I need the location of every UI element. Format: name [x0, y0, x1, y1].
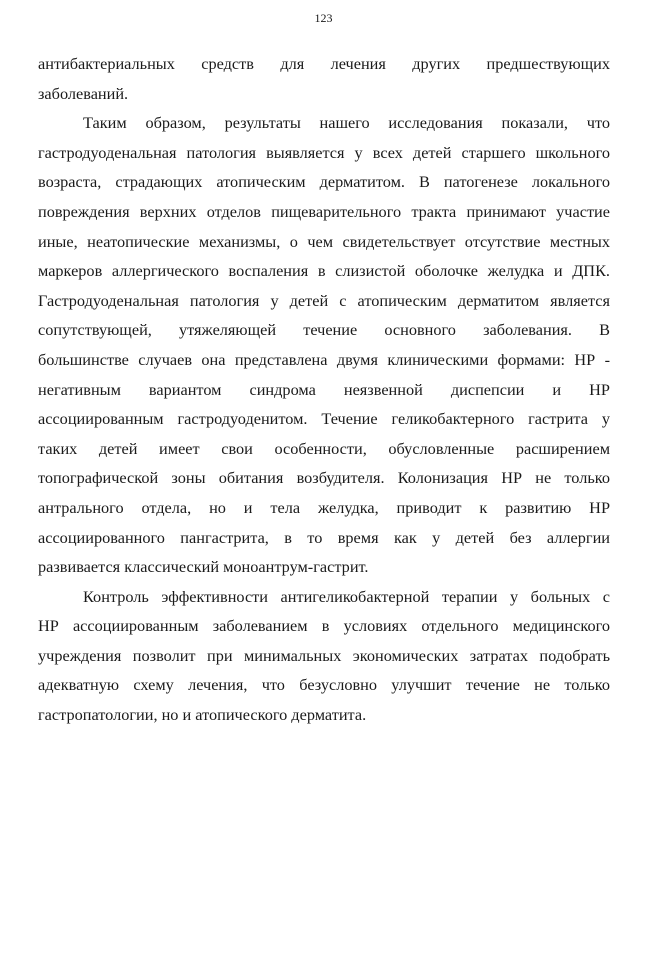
text-line: возраста, страдающих атопическим дерматитом. В патогенезе локального: [38, 172, 610, 192]
text-line: иные, неатопические механизмы, о чем свидетельствует отсутствие местных: [38, 231, 610, 251]
page-number: 123: [314, 11, 333, 25]
paragraph: [38, 49, 610, 108]
text-line: ассоциированным гастродуоденитом. Течение геликобактерного гастрита у: [38, 409, 610, 429]
text-line: ассоциированного пангастрита, в то время как у детей без аллергии: [38, 527, 610, 547]
text-line: маркеров аллергического воспаления в слизистой оболочке желудка и ДПК.: [38, 261, 610, 281]
text-line: Таким образом, результаты нашего исследования показали, что: [83, 113, 610, 133]
text-line: Гастродуоденальная патология у детей с атопическим дерматитом является: [38, 290, 610, 310]
text-line: большинстве случаев она представлена двумя клиническими формами: НР -: [38, 349, 610, 369]
text-line: гастропатологии, но и атопического дерматита.: [38, 705, 367, 725]
text-line: учреждения позволит при минимальных экономических затратах подобрать: [38, 645, 610, 665]
document-body: [38, 49, 610, 730]
paragraph: [38, 582, 610, 730]
text-line: топографической зоны обитания возбудителя. Колонизация НР не только: [38, 468, 610, 488]
text-line: негативным вариантом синдрома неязвенной диспепсии и НР: [38, 379, 610, 399]
text-line: развивается классический моноантрум-гастрит.: [38, 557, 369, 577]
text-line: адекватную схему лечения, что безусловно улучшит течение не только: [38, 675, 610, 695]
text-line: Контроль эффективности антигеликобактерной терапии у больных с: [83, 586, 610, 606]
paragraph: [38, 108, 610, 582]
text-line: антрального отдела, но и тела желудка, приводит к развитию НР: [38, 497, 610, 517]
text-line: таких детей имеет свои особенности, обусловленные расширением: [38, 438, 610, 458]
text-line: НР ассоциированным заболеванием в условиях отдельного медицинского: [38, 616, 610, 636]
text-line: гастродуоденальная патология выявляется у всех детей старшего школьного: [38, 142, 610, 162]
text-line: повреждения верхних отделов пищеварительного тракта принимают участие: [38, 201, 610, 221]
text-line: сопутствующей, утяжеляющей течение основного заболевания. В: [38, 320, 610, 340]
text-line: антибактериальных средств для лечения других предшествующих: [38, 54, 610, 73]
text-line: заболеваний.: [38, 83, 129, 103]
